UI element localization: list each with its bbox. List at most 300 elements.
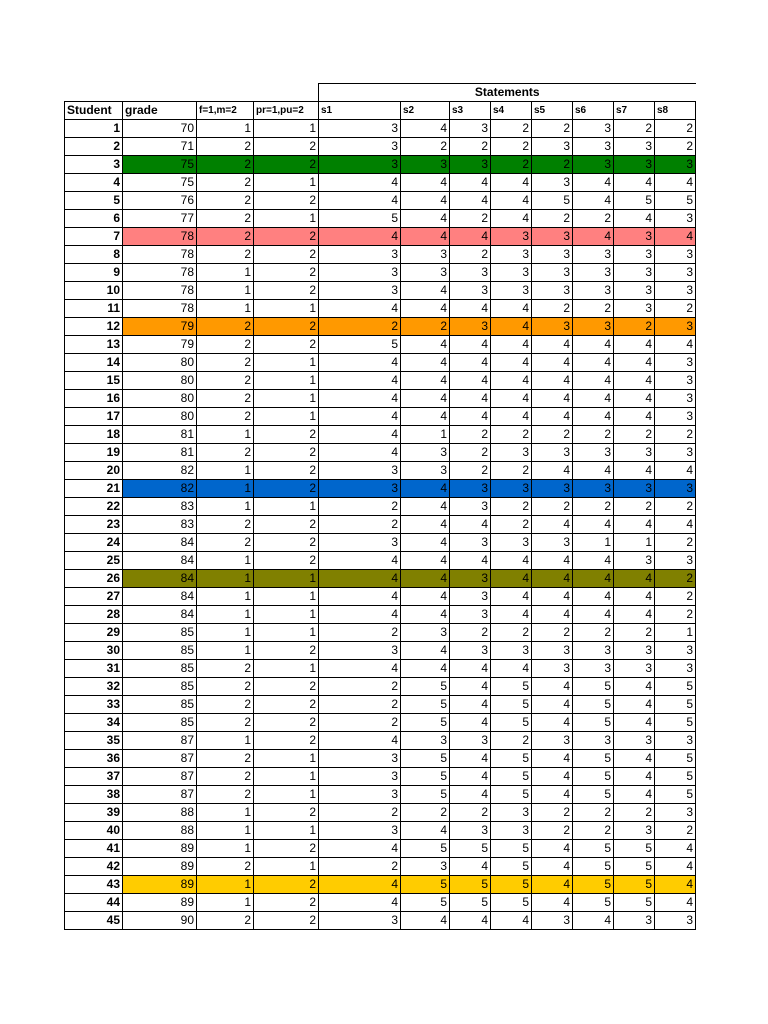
- column-header: s4: [491, 102, 532, 120]
- table-cell: 3: [655, 552, 696, 570]
- table-cell: 3: [573, 246, 614, 264]
- table-cell: 4: [450, 786, 491, 804]
- table-cell: 4: [573, 336, 614, 354]
- table-cell: 3: [614, 642, 655, 660]
- table-cell: 70: [123, 120, 197, 138]
- table-cell: 3: [614, 732, 655, 750]
- table-cell: 5: [401, 840, 450, 858]
- table-cell: 5: [491, 678, 532, 696]
- table-cell: 3: [450, 120, 491, 138]
- student-id-cell: 34: [65, 714, 123, 732]
- table-cell: 4: [614, 606, 655, 624]
- table-row: [65, 552, 696, 570]
- table-cell: 85: [123, 696, 197, 714]
- table-cell: 2: [197, 516, 254, 534]
- table-cell: 3: [655, 372, 696, 390]
- table-cell: 3: [655, 354, 696, 372]
- student-id-cell: 33: [65, 696, 123, 714]
- table-cell: 2: [491, 462, 532, 480]
- table-cell: 4: [614, 750, 655, 768]
- table-cell: 2: [254, 264, 319, 282]
- table-row: [65, 804, 696, 822]
- table-cell: 3: [573, 444, 614, 462]
- table-cell: 4: [450, 552, 491, 570]
- table-cell: 1: [254, 624, 319, 642]
- table-cell: 2: [450, 462, 491, 480]
- table-cell: 3: [532, 642, 573, 660]
- table-row: [65, 840, 696, 858]
- table-cell: 78: [123, 264, 197, 282]
- table-cell: 1: [254, 660, 319, 678]
- table-cell: 2: [197, 228, 254, 246]
- table-cell: 5: [401, 750, 450, 768]
- table-cell: 4: [491, 912, 532, 930]
- statements-title: Statements: [319, 84, 696, 102]
- table-cell: 5: [491, 750, 532, 768]
- table-cell: 4: [491, 660, 532, 678]
- table-cell: 3: [319, 786, 401, 804]
- table-cell: 2: [254, 696, 319, 714]
- table-cell: 1: [401, 426, 450, 444]
- table-cell: 81: [123, 444, 197, 462]
- table-cell: 3: [655, 264, 696, 282]
- table-cell: 84: [123, 552, 197, 570]
- table-cell: 2: [197, 696, 254, 714]
- table-cell: 3: [655, 408, 696, 426]
- student-id-cell: 24: [65, 534, 123, 552]
- table-cell: 2: [197, 768, 254, 786]
- student-id-cell: 23: [65, 516, 123, 534]
- table-cell: 3: [655, 246, 696, 264]
- table-cell: 82: [123, 462, 197, 480]
- table-cell: 3: [401, 462, 450, 480]
- table-cell: 2: [319, 624, 401, 642]
- table-cell: 3: [401, 624, 450, 642]
- student-id-cell: 17: [65, 408, 123, 426]
- table-cell: 4: [319, 408, 401, 426]
- student-id-cell: 6: [65, 210, 123, 228]
- table-cell: 3: [319, 120, 401, 138]
- table-cell: 2: [450, 210, 491, 228]
- table-cell: 4: [532, 606, 573, 624]
- table-cell: 3: [491, 444, 532, 462]
- table-cell: 5: [573, 714, 614, 732]
- table-cell: 1: [573, 534, 614, 552]
- table-cell: 2: [197, 318, 254, 336]
- table-row: [65, 696, 696, 714]
- table-cell: 78: [123, 228, 197, 246]
- student-id-cell: 7: [65, 228, 123, 246]
- table-cell: 4: [655, 858, 696, 876]
- table-cell: 3: [532, 534, 573, 552]
- table-cell: 5: [491, 894, 532, 912]
- table-cell: 4: [532, 408, 573, 426]
- table-cell: 1: [254, 390, 319, 408]
- table-cell: 4: [532, 840, 573, 858]
- student-id-cell: 41: [65, 840, 123, 858]
- table-cell: 5: [450, 876, 491, 894]
- table-cell: 4: [450, 696, 491, 714]
- table-cell: 1: [197, 570, 254, 588]
- table-cell: 4: [401, 210, 450, 228]
- table-cell: 2: [197, 534, 254, 552]
- table-cell: 3: [401, 156, 450, 174]
- table-cell: 2: [197, 660, 254, 678]
- table-cell: 4: [401, 228, 450, 246]
- table-cell: 4: [450, 408, 491, 426]
- table-cell: 5: [573, 768, 614, 786]
- table-cell: 3: [450, 264, 491, 282]
- table-cell: 3: [532, 174, 573, 192]
- table-cell: 2: [614, 426, 655, 444]
- table-cell: 3: [614, 480, 655, 498]
- table-cell: 1: [254, 822, 319, 840]
- table-cell: 85: [123, 678, 197, 696]
- table-cell: 4: [401, 516, 450, 534]
- table-cell: 4: [614, 786, 655, 804]
- table-cell: 3: [532, 282, 573, 300]
- table-row: [65, 714, 696, 732]
- table-cell: 4: [491, 588, 532, 606]
- table-cell: 4: [401, 588, 450, 606]
- table-cell: 75: [123, 156, 197, 174]
- table-cell: 2: [197, 858, 254, 876]
- table-cell: 3: [450, 606, 491, 624]
- student-id-cell: 4: [65, 174, 123, 192]
- table-cell: 3: [401, 264, 450, 282]
- table-cell: 1: [197, 120, 254, 138]
- table-cell: 4: [491, 606, 532, 624]
- table-cell: 2: [254, 804, 319, 822]
- table-cell: 3: [319, 750, 401, 768]
- table-cell: 78: [123, 282, 197, 300]
- table-cell: 3: [491, 642, 532, 660]
- table-cell: 4: [319, 570, 401, 588]
- table-cell: 4: [532, 372, 573, 390]
- table-cell: 4: [532, 876, 573, 894]
- table-row: [65, 768, 696, 786]
- table-row: [65, 912, 696, 930]
- table-cell: 4: [401, 570, 450, 588]
- table-row: [65, 390, 696, 408]
- student-id-cell: 36: [65, 750, 123, 768]
- table-cell: 4: [655, 876, 696, 894]
- table-row: [65, 120, 696, 138]
- table-cell: 4: [450, 228, 491, 246]
- table-cell: 2: [614, 624, 655, 642]
- table-cell: 2: [254, 462, 319, 480]
- table-cell: 2: [197, 750, 254, 768]
- table-cell: 87: [123, 768, 197, 786]
- table-cell: 75: [123, 174, 197, 192]
- table-cell: 2: [655, 498, 696, 516]
- table-cell: 5: [573, 678, 614, 696]
- table-cell: 2: [655, 606, 696, 624]
- table-cell: 4: [401, 912, 450, 930]
- table-row: [65, 570, 696, 588]
- table-cell: 4: [319, 444, 401, 462]
- table-cell: 4: [450, 174, 491, 192]
- table-cell: 3: [655, 732, 696, 750]
- student-id-cell: 28: [65, 606, 123, 624]
- table-cell: 5: [491, 786, 532, 804]
- statements-title-row: [65, 84, 696, 102]
- table-cell: 1: [197, 732, 254, 750]
- column-header: Student: [65, 102, 123, 120]
- table-cell: 5: [319, 336, 401, 354]
- table-cell: 2: [655, 138, 696, 156]
- table-cell: 4: [450, 354, 491, 372]
- table-cell: 1: [254, 498, 319, 516]
- table-cell: 4: [450, 912, 491, 930]
- table-cell: 3: [319, 264, 401, 282]
- table-cell: 3: [655, 156, 696, 174]
- table-cell: 4: [532, 570, 573, 588]
- table-cell: 3: [450, 498, 491, 516]
- table-cell: 90: [123, 912, 197, 930]
- table-cell: 5: [401, 786, 450, 804]
- table-cell: 3: [655, 660, 696, 678]
- table-cell: 2: [197, 786, 254, 804]
- table-cell: 89: [123, 876, 197, 894]
- table-cell: 3: [491, 246, 532, 264]
- table-cell: 82: [123, 480, 197, 498]
- table-cell: 4: [655, 894, 696, 912]
- table-cell: 1: [197, 498, 254, 516]
- table-cell: 4: [532, 588, 573, 606]
- table-cell: 2: [614, 498, 655, 516]
- table-cell: 2: [532, 300, 573, 318]
- table-cell: 2: [254, 642, 319, 660]
- table-cell: 4: [401, 642, 450, 660]
- table-cell: 2: [573, 624, 614, 642]
- table-cell: 3: [450, 534, 491, 552]
- table-cell: 2: [655, 426, 696, 444]
- table-cell: 1: [197, 300, 254, 318]
- table-cell: 3: [573, 318, 614, 336]
- table-cell: 3: [319, 768, 401, 786]
- table-cell: 3: [450, 732, 491, 750]
- table-row: [65, 336, 696, 354]
- table-cell: 2: [254, 714, 319, 732]
- table-cell: 78: [123, 246, 197, 264]
- table-cell: 2: [573, 804, 614, 822]
- table-cell: 4: [532, 678, 573, 696]
- table-cell: 4: [614, 210, 655, 228]
- table-cell: 89: [123, 894, 197, 912]
- table-cell: 1: [197, 264, 254, 282]
- table-cell: 2: [532, 498, 573, 516]
- table-cell: 4: [319, 372, 401, 390]
- table-cell: 2: [491, 156, 532, 174]
- student-id-cell: 31: [65, 660, 123, 678]
- table-cell: 4: [450, 678, 491, 696]
- table-cell: 2: [254, 156, 319, 174]
- table-cell: 2: [197, 390, 254, 408]
- table-row: [65, 372, 696, 390]
- table-cell: 4: [319, 840, 401, 858]
- table-cell: 1: [197, 282, 254, 300]
- table-cell: 3: [450, 822, 491, 840]
- table-cell: 88: [123, 804, 197, 822]
- column-header: s1: [319, 102, 401, 120]
- table-cell: 2: [491, 732, 532, 750]
- table-cell: 4: [450, 516, 491, 534]
- table-cell: 3: [614, 444, 655, 462]
- table-cell: 4: [401, 120, 450, 138]
- table-cell: 4: [614, 516, 655, 534]
- column-header: s2: [401, 102, 450, 120]
- student-id-cell: 8: [65, 246, 123, 264]
- table-cell: 3: [614, 228, 655, 246]
- table-cell: 4: [614, 372, 655, 390]
- table-cell: 1: [197, 480, 254, 498]
- table-cell: 5: [614, 192, 655, 210]
- table-cell: 3: [532, 480, 573, 498]
- table-cell: 3: [532, 264, 573, 282]
- table-cell: 4: [614, 174, 655, 192]
- table-row: [65, 444, 696, 462]
- table-cell: 4: [614, 354, 655, 372]
- student-id-cell: 14: [65, 354, 123, 372]
- table-cell: 3: [573, 660, 614, 678]
- table-row: [65, 894, 696, 912]
- student-id-cell: 42: [65, 858, 123, 876]
- table-cell: 87: [123, 786, 197, 804]
- table-cell: 2: [254, 876, 319, 894]
- table-cell: 80: [123, 390, 197, 408]
- column-header: s6: [573, 102, 614, 120]
- table-cell: 3: [614, 822, 655, 840]
- table-cell: 2: [491, 426, 532, 444]
- table-cell: 4: [401, 534, 450, 552]
- table-cell: 3: [491, 264, 532, 282]
- table-cell: 2: [254, 228, 319, 246]
- table-cell: 3: [573, 156, 614, 174]
- table-cell: 2: [491, 138, 532, 156]
- table-cell: 3: [573, 138, 614, 156]
- table-cell: 3: [655, 390, 696, 408]
- table-cell: 2: [197, 192, 254, 210]
- table-row: [65, 192, 696, 210]
- table-cell: 3: [401, 732, 450, 750]
- table-cell: 5: [401, 714, 450, 732]
- table-cell: 5: [655, 714, 696, 732]
- table-cell: 4: [401, 552, 450, 570]
- student-id-cell: 20: [65, 462, 123, 480]
- table-row: [65, 210, 696, 228]
- table-row: [65, 426, 696, 444]
- table-row: [65, 750, 696, 768]
- table-cell: 4: [532, 354, 573, 372]
- student-id-cell: 32: [65, 678, 123, 696]
- table-cell: 1: [254, 408, 319, 426]
- student-id-cell: 43: [65, 876, 123, 894]
- table-cell: 3: [655, 318, 696, 336]
- table-cell: 3: [450, 282, 491, 300]
- table-cell: 2: [254, 336, 319, 354]
- table-cell: 3: [532, 246, 573, 264]
- table-cell: 3: [655, 804, 696, 822]
- spreadsheet-table: [64, 83, 696, 930]
- table-cell: 4: [401, 282, 450, 300]
- column-header: s8: [655, 102, 696, 120]
- table-cell: 2: [254, 534, 319, 552]
- table-cell: 4: [655, 336, 696, 354]
- table-cell: 4: [401, 390, 450, 408]
- table-cell: 5: [401, 768, 450, 786]
- table-cell: 2: [573, 498, 614, 516]
- student-id-cell: 22: [65, 498, 123, 516]
- table-cell: 76: [123, 192, 197, 210]
- student-id-cell: 10: [65, 282, 123, 300]
- table-cell: 2: [254, 894, 319, 912]
- student-id-cell: 44: [65, 894, 123, 912]
- table-cell: 1: [197, 588, 254, 606]
- table-cell: 2: [532, 624, 573, 642]
- table-cell: 3: [655, 642, 696, 660]
- table-cell: 4: [573, 174, 614, 192]
- table-cell: 2: [655, 570, 696, 588]
- table-cell: 4: [401, 498, 450, 516]
- table-cell: 5: [573, 750, 614, 768]
- student-id-cell: 19: [65, 444, 123, 462]
- table-cell: 2: [655, 534, 696, 552]
- table-cell: 3: [450, 318, 491, 336]
- table-cell: 1: [197, 894, 254, 912]
- table-cell: 2: [197, 336, 254, 354]
- table-cell: 84: [123, 588, 197, 606]
- table-row: [65, 156, 696, 174]
- table-cell: 3: [614, 282, 655, 300]
- table-cell: 4: [319, 174, 401, 192]
- table-cell: 2: [254, 426, 319, 444]
- table-cell: 71: [123, 138, 197, 156]
- table-cell: 4: [655, 516, 696, 534]
- table-cell: 2: [254, 552, 319, 570]
- table-cell: 3: [655, 210, 696, 228]
- column-header: pr=1,pu=2: [254, 102, 319, 120]
- table-cell: 3: [614, 138, 655, 156]
- table-row: [65, 480, 696, 498]
- table-cell: 5: [450, 894, 491, 912]
- table-cell: 3: [401, 858, 450, 876]
- table-cell: 1: [197, 840, 254, 858]
- table-cell: 4: [614, 696, 655, 714]
- table-cell: 2: [254, 840, 319, 858]
- table-cell: 4: [319, 660, 401, 678]
- table-cell: 5: [491, 768, 532, 786]
- table-cell: 4: [491, 354, 532, 372]
- table-cell: 4: [450, 336, 491, 354]
- table-cell: 2: [614, 120, 655, 138]
- table-cell: 4: [655, 462, 696, 480]
- student-id-cell: 13: [65, 336, 123, 354]
- table-cell: 3: [573, 480, 614, 498]
- table-cell: 2: [573, 426, 614, 444]
- student-id-cell: 26: [65, 570, 123, 588]
- table-cell: 3: [450, 588, 491, 606]
- table-cell: 4: [573, 552, 614, 570]
- table-cell: 3: [319, 534, 401, 552]
- table-cell: 1: [614, 534, 655, 552]
- student-id-cell: 1: [65, 120, 123, 138]
- table-cell: 3: [401, 444, 450, 462]
- student-id-cell: 35: [65, 732, 123, 750]
- table-cell: 4: [450, 660, 491, 678]
- table-cell: 1: [197, 624, 254, 642]
- table-cell: 4: [655, 840, 696, 858]
